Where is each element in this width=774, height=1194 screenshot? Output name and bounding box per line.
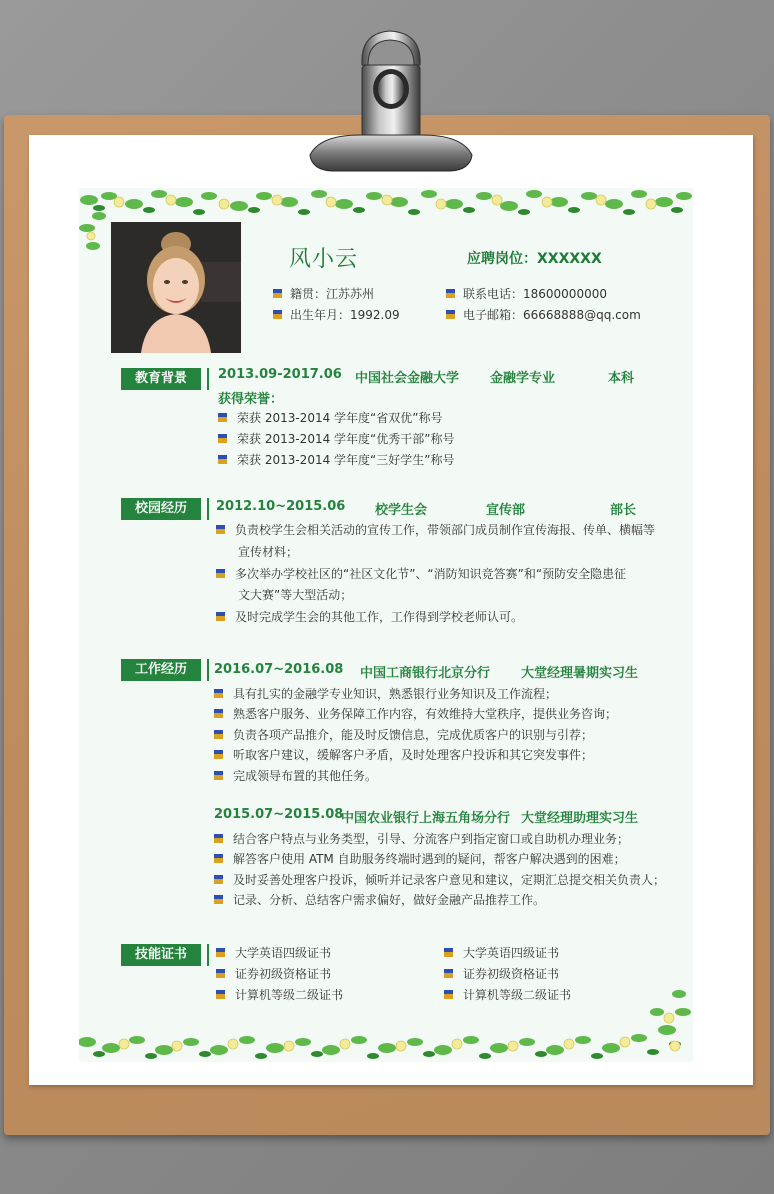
job-company: 中国农业银行上海五角场分行 (341, 811, 511, 826)
campus-item: 负责校学生会相关活动的宣传工作，带领部门成员制作宣传海报、传单、横幅等 (216, 521, 655, 538)
skill-item: 证券初级资格证书 (216, 965, 331, 982)
bullet-icon (214, 834, 223, 843)
campus-role: 部长 (610, 503, 637, 518)
bullet-icon (218, 455, 227, 464)
bullet-icon (444, 969, 453, 978)
job-item: 记录、分析、总结客户需求偏好，做好金融产品推荐工作。 (214, 891, 545, 908)
resume-document (79, 188, 693, 1062)
bullet-icon (214, 875, 223, 884)
bullet-icon (216, 525, 225, 534)
bullet-icon (214, 730, 223, 739)
bullet-icon (273, 310, 282, 319)
campus-item-continuation: 宣传材料； (238, 545, 299, 559)
job-date: 2016.07~2016.08 (214, 662, 344, 677)
bullet-icon (216, 569, 225, 578)
job-company: 中国工商银行北京分行 (360, 666, 491, 681)
job-item: 听取客户建议，缓解客户矛盾，及时处理客户投诉和其它突发事件； (214, 746, 593, 763)
job-item: 及时妥善处理客户投诉，倾听并记录客户意见和建议，定期汇总提交相关负责人； (214, 871, 665, 888)
bullet-icon (214, 771, 223, 780)
campus-dept: 宣传部 (486, 503, 526, 518)
job-item: 解答客户使用 ATM 自助服务终端时遇到的疑问，帮客户解决遇到的困难； (214, 850, 626, 867)
info-birth: 出生年月：1992.09 (273, 306, 400, 323)
campus-org: 校学生会 (375, 503, 428, 518)
section-label-education: 教育背景 (121, 368, 201, 390)
campus-item: 及时完成学生会的其他工作，工作得到学校老师认可。 (216, 608, 523, 625)
bullet-icon (218, 434, 227, 443)
bullet-icon (216, 969, 225, 978)
bullet-icon (214, 895, 223, 904)
edu-degree: 本科 (608, 371, 635, 386)
edu-major: 金融学专业 (490, 371, 556, 386)
skill-item: 大学英语四级证书 (216, 944, 331, 961)
job-item: 完成领导布置的其他任务。 (214, 767, 377, 784)
info-email: 电子邮箱：66668888@qq.com (446, 306, 641, 323)
job-item: 熟悉客户服务、业务保障工作内容，有效维持大堂秩序，提供业务咨询； (214, 705, 617, 722)
campus-item-continuation: 文大赛”等大型活动； (238, 588, 353, 602)
bullet-icon (214, 854, 223, 863)
job-title: 大堂经理助理实习生 (521, 811, 639, 826)
honor-item: 荣获 2013-2014 学年度“省双优”称号 (218, 409, 442, 426)
bullet-icon (444, 948, 453, 957)
skill-item: 证券初级资格证书 (444, 965, 559, 982)
campus-date: 2012.10~2015.06 (216, 499, 346, 514)
bullet-icon (216, 948, 225, 957)
bullet-icon (216, 612, 225, 621)
bullet-icon (446, 289, 455, 298)
job-item: 负责各项产品推介，能及时反馈信息，完成优质客户的识别与引荐； (214, 726, 593, 743)
edu-date: 2013.09-2017.06 (218, 367, 342, 382)
job-position: 应聘岗位：XXXXXX (467, 251, 602, 267)
bullet-icon (273, 289, 282, 298)
skill-item: 计算机等级二级证书 (216, 986, 343, 1003)
job-item: 结合客户特点与业务类型，引导、分流客户到指定窗口或自助机办理业务； (214, 830, 629, 847)
info-hometown: 籍贯：江苏苏州 (273, 285, 374, 302)
campus-item: 多次举办学校社区的“社区文化节”、“消防知识竞答赛”和“预防安全隐患征 (216, 565, 626, 582)
section-label-skills: 技能证书 (121, 944, 201, 966)
section-label-work: 工作经历 (121, 659, 201, 681)
candidate-name: 风小云 (289, 247, 359, 272)
skill-item: 计算机等级二级证书 (444, 986, 571, 1003)
job-item: 具有扎实的金融学专业知识，熟悉银行业务知识及工作流程； (214, 685, 557, 702)
honor-item: 荣获 2013-2014 学年度“三好学生”称号 (218, 451, 454, 468)
flower-vine-bottom-decoration (79, 982, 693, 1062)
skill-item: 大学英语四级证书 (444, 944, 559, 961)
binder-clip-icon (300, 25, 480, 175)
section-label-campus: 校园经历 (121, 498, 201, 520)
bullet-icon (218, 413, 227, 422)
bullet-icon (446, 310, 455, 319)
job-date: 2015.07~2015.08 (214, 807, 344, 822)
bullet-icon (214, 750, 223, 759)
profile-photo (111, 222, 241, 353)
bullet-icon (214, 689, 223, 698)
honor-item: 荣获 2013-2014 学年度“优秀干部”称号 (218, 430, 454, 447)
honors-title: 获得荣誉： (218, 392, 284, 407)
info-phone: 联系电话：18600000000 (446, 285, 607, 302)
edu-school: 中国社会金融大学 (355, 371, 460, 386)
bullet-icon (214, 709, 223, 718)
job-title: 大堂经理暑期实习生 (521, 666, 639, 681)
